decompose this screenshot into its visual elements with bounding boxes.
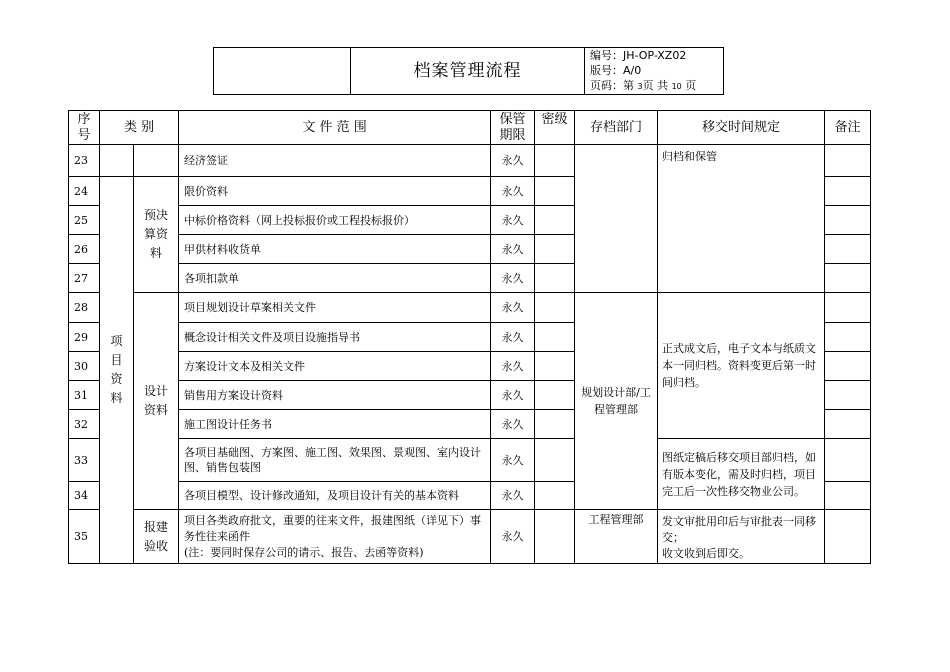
table-row: 24 项目资料 预决算资料 限价资料 永久 (69, 177, 871, 206)
col-category: 类 别 (100, 111, 179, 145)
dept-design: 规划设计部/工程管理部 (575, 293, 658, 510)
table-row: 35 报建验收 项目各类政府批文，重要的往来文件，报建图纸（详见下）事务性往来函件 (注：要同时保存公司的请示、报告、去函等资料) 永久 工程管理部 发文审批用印后与审批表一同移交； 收文收到后即交。 (69, 510, 871, 564)
col-doc-scope: 文 件 范 围 (179, 111, 491, 145)
transfer-formal-note: 正式成文后，电子文本与纸质文本一同归档。资料变更后第一时间归档。 (658, 293, 825, 439)
table-row: 23 经济签证 永久 归档和保管 (69, 145, 871, 177)
col-remark: 备注 (825, 111, 871, 145)
table-row: 27 各项扣款单 永久 (69, 264, 871, 293)
transfer-approval-note: 发文审批用印后与审批表一同移交； 收文收到后即交。 (658, 510, 825, 564)
col-seq: 序号 (69, 111, 100, 145)
table-row: 30 方案设计文本及相关文件 永久 (69, 352, 871, 381)
col-secrecy: 密级 (535, 111, 575, 145)
table-header-row (69, 111, 871, 145)
header-logo-cell (214, 48, 351, 95)
table-row: 32 施工图设计任务书 永久 (69, 410, 871, 439)
table-row: 31 销售用方案设计资料 永久 (69, 381, 871, 410)
transfer-archive-note: 归档和保管 (658, 145, 825, 293)
document-page: 页码：第 3页 共 10 页 (590, 79, 697, 92)
table-row: 33 各项目基础图、方案图、施工图、效果图、景观图、室内设计图、销售包装图 永久 图纸定稿后移交项目部归档，如有版本变化，需及时归档，项目完工后一次性移交物业公司。 (69, 439, 871, 482)
group-design: 设计资料 (134, 293, 179, 510)
document-title: 档案管理流程 (351, 48, 585, 95)
document-meta (585, 48, 724, 95)
table-row: 25 中标价格资料（网上投标报价或工程投标报价） 永久 (69, 206, 871, 235)
col-retention: 保管期限 (491, 111, 535, 145)
group-budget: 预决算资料 (134, 177, 179, 293)
group-acceptance: 报建验收 (134, 510, 179, 564)
document-header (213, 47, 724, 95)
document-code: 编号：JH-OP-XZ02 (590, 49, 687, 62)
document-version: 版号：A/0 (590, 64, 642, 77)
group-project: 项目资料 (100, 177, 134, 564)
table-row: 26 甲供材料收货单 永久 (69, 235, 871, 264)
dept-engineering: 工程管理部 (575, 510, 658, 564)
archive-table (68, 110, 871, 564)
table-row: 34 各项目模型、设计修改通知，及项目设计有关的基本资料 永久 (69, 482, 871, 510)
table-row: 28 设计资料 项目规划设计草案相关文件 永久 规划设计部/工程管理部 正式成文后，电子文本与纸质文本一同归档。资料变更后第一时间归档。 (69, 293, 871, 323)
col-dept: 存档部门 (575, 111, 658, 145)
transfer-drawings-note: 图纸定稿后移交项目部归档，如有版本变化，需及时归档，项目完工后一次性移交物业公司。 (658, 439, 825, 510)
col-transfer: 移交时间规定 (658, 111, 825, 145)
table-row: 29 概念设计相关文件及项目设施指导书 永久 (69, 323, 871, 352)
